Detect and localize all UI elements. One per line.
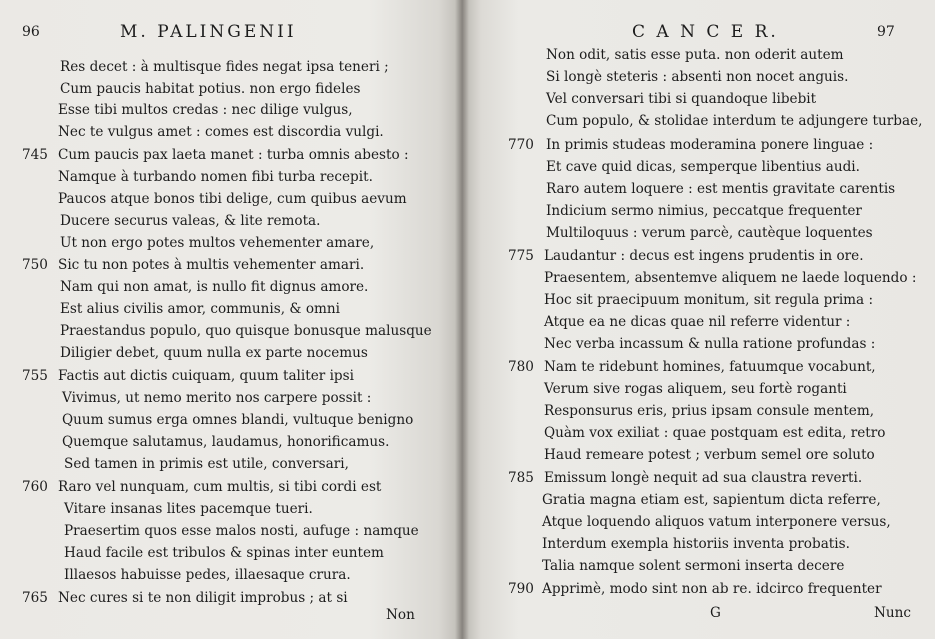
text-line: Apprimè, modo sint non ab re. idcirco frequenter bbox=[542, 581, 882, 597]
text-line: Cum paucis pax laeta manet : turba omnis abesto : bbox=[58, 147, 409, 163]
text-line: Atque loquendo aliquos vatum interponere versus, bbox=[542, 514, 891, 530]
text-line: Res decet : à multisque fides negat ipsa teneri ; bbox=[60, 59, 389, 75]
right-page bbox=[462, 0, 935, 639]
text-line: Praesertim quos esse malos nosti, aufuge : namque bbox=[64, 523, 419, 539]
text-line: Si longè steteris : absenti non nocet anguis. bbox=[546, 69, 849, 85]
text-line: Ducere securus valeas, & lite remota. bbox=[60, 213, 321, 229]
text-line: Raro vel nunquam, cum multis, si tibi cordi est bbox=[58, 479, 382, 495]
text-line: Quemque salutamus, laudamus, honorificamus. bbox=[62, 434, 390, 450]
text-line: Vel conversari tibi si quandoque libebit bbox=[546, 91, 817, 107]
line-number: 785 bbox=[508, 470, 534, 486]
text-line: Haud remeare potest ; verbum semel ore soluto bbox=[544, 447, 875, 463]
line-number: 750 bbox=[22, 257, 48, 273]
text-line: Illaesos habuisse pedes, illaesaque crura. bbox=[64, 567, 351, 583]
running-head-left: M. PALINGENII bbox=[120, 22, 297, 42]
text-line: Nam qui non amat, is nullo fit dignus amore. bbox=[60, 279, 369, 295]
text-line: Atque ea ne dicas quae nil referre videntur : bbox=[544, 314, 851, 330]
text-line: Nec verba incassum & nulla ratione profundas : bbox=[544, 336, 876, 352]
text-line: Gratia magna etiam est, sapientum dicta referre, bbox=[542, 492, 881, 508]
text-line: Vitare insanas lites pacemque tueri. bbox=[64, 501, 313, 517]
text-line: Sic tu non potes à multis vehementer amari. bbox=[58, 257, 365, 273]
page-number-left: 96 bbox=[22, 24, 40, 40]
text-line: Nec te vulgus amet : comes est discordia vulgi. bbox=[58, 124, 384, 140]
line-number: 780 bbox=[508, 359, 534, 375]
text-line: Paucos atque bonos tibi delige, cum quibus aevum bbox=[58, 191, 407, 207]
signature-mark: G bbox=[710, 605, 721, 621]
text-line: Emissum longè nequit ad sua claustra reverti. bbox=[544, 470, 863, 486]
text-line: Multiloquus : verum parcè, cautèque loquentes bbox=[546, 225, 873, 241]
running-head-right: C A N C E R. bbox=[632, 22, 779, 42]
line-number: 755 bbox=[22, 368, 48, 384]
text-line: Est alius civilis amor, communis, & omni bbox=[60, 301, 340, 317]
text-line: Quàm vox exiliat : quae postquam est edita, retro bbox=[544, 425, 886, 441]
book-gutter bbox=[455, 0, 469, 639]
text-line: Esse tibi multos credas : nec dilige vulgus, bbox=[58, 102, 353, 118]
page-number-right: 97 bbox=[877, 24, 895, 40]
text-line: Raro autem loquere : est mentis gravitate carentis bbox=[546, 181, 896, 197]
text-line: Cum populo, & stolidae interdum te adjungere turbae, bbox=[546, 113, 923, 129]
text-line: Verum sive rogas aliquem, seu fortè roganti bbox=[544, 381, 847, 397]
text-line: Vivimus, ut nemo merito nos carpere possit : bbox=[62, 390, 372, 406]
text-line: Sed tamen in primis est utile, conversari, bbox=[64, 456, 349, 472]
text-line: Indicium sermo nimius, peccatque frequenter bbox=[546, 203, 862, 219]
text-line: Diligier debet, quum nulla ex parte nocemus bbox=[60, 345, 368, 361]
text-line: Nam te ridebunt homines, fatuumque vocabunt, bbox=[544, 359, 876, 375]
text-line: Ut non ergo potes multos vehementer amare, bbox=[60, 235, 375, 251]
text-line: Et cave quid dicas, semperque libentius audi. bbox=[546, 159, 860, 175]
text-line: Praestandus populo, quo quisque bonusque malusque bbox=[60, 323, 432, 339]
text-line: Laudantur : decus est ingens prudentis in ore. bbox=[544, 248, 864, 264]
line-number: 770 bbox=[508, 137, 534, 153]
line-number: 745 bbox=[22, 147, 48, 163]
text-line: Nec cures si te non diligit improbus ; at si bbox=[58, 590, 348, 606]
line-number: 765 bbox=[22, 590, 48, 606]
line-number: 790 bbox=[508, 581, 534, 597]
text-line: Responsurus eris, prius ipsam consule mentem, bbox=[544, 403, 875, 419]
text-line: In primis studeas moderamina ponere linguae : bbox=[546, 137, 874, 153]
text-line: Cum paucis habitat potius. non ergo fideles bbox=[60, 81, 361, 97]
catchword: Non bbox=[386, 607, 415, 623]
text-line: Namque à turbando nomen fibi turba recepit. bbox=[58, 169, 373, 185]
text-line: Praesentem, absentemve aliquem ne laede loquendo : bbox=[544, 270, 917, 286]
text-line: Talia namque solent sermoni inserta decere bbox=[542, 558, 845, 574]
text-line: Quum sumus erga omnes blandi, vultuque benigno bbox=[62, 412, 414, 428]
left-page bbox=[0, 0, 462, 639]
text-line: Factis aut dictis cuiquam, quum taliter ipsi bbox=[58, 368, 354, 384]
text-line: Interdum exempla historiis inventa probatis. bbox=[542, 536, 850, 552]
line-number: 775 bbox=[508, 248, 534, 264]
text-line: Haud facile est tribulos & spinas inter euntem bbox=[64, 545, 384, 561]
text-line: Hoc sit praecipuum monitum, sit regula prima : bbox=[544, 292, 874, 308]
catchword: Nunc bbox=[874, 605, 912, 621]
text-line: Non odit, satis esse puta. non oderit autem bbox=[546, 47, 844, 63]
line-number: 760 bbox=[22, 479, 48, 495]
